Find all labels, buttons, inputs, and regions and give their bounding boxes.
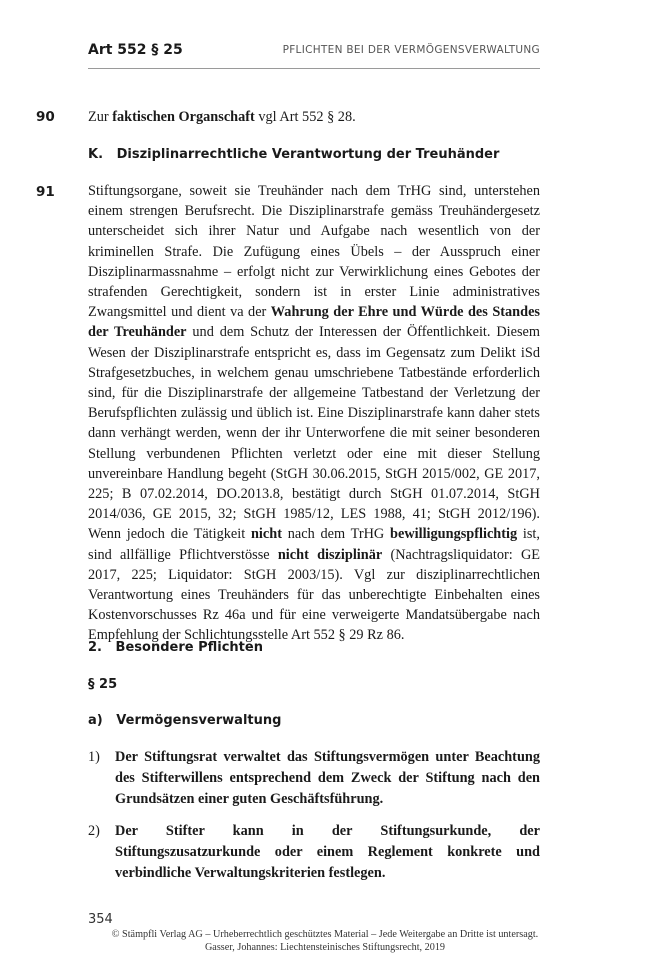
statute-item-text: Der Stifter kann in der Stiftungsurkunde, der Stiftungszusatzurkunde oder einem Reglement konkrete und verbindliche Verwaltungskriterien festlegen. xyxy=(115,823,540,881)
p91-text-1: Stiftungsorgane, soweit sie Treuhänder nach dem TrHG sind, unterstehen einem strengen Berufsrecht. Die Disziplinarstrafe gemäss Treuhändergesetz unterscheidet sich ihrer Natur und Aufgabe nach wesentlich von der kriminellen Strafe. Die Zufügung eines Übels – der Ausspruch einer Disziplinarmassnahme – erfolgt nicht zur Verwirklichung eines Gebotes der strafenden Gerechtigkeit, sondern ist in erster Linie administratives Zwangsmittel und dient va der xyxy=(88,183,540,321)
running-header-section: PFLICHTEN BEI DER VERMÖGENSVERWALTUNG xyxy=(282,44,540,56)
running-header-article: Art 552 § 25 xyxy=(88,42,183,58)
p91-bold-3: bewilligungspflichtig xyxy=(390,526,518,543)
margin-number-90: 90 xyxy=(36,109,55,125)
p91-bold-1: Wahrung der Ehre und Würde des Standes der Treuhänder xyxy=(88,304,540,341)
header-rule xyxy=(88,68,540,69)
p91-bold-4: nicht disziplinär xyxy=(277,546,383,563)
p90-bold: faktischen Organschaft xyxy=(112,109,255,125)
p91-bold-2: nicht xyxy=(250,526,282,543)
statute-item-2 xyxy=(88,821,540,884)
paragraph-91 xyxy=(88,181,540,646)
p90-text: Zur xyxy=(88,109,113,125)
copyright-footer: © Stämpfli Verlag AG – Urheberrechtlich geschütztes Material – Jede Weitergabe an Dritte ist untersagt. xyxy=(111,929,539,940)
statute-item-number: 2) xyxy=(88,823,100,839)
heading-paragraph-25: § 25 xyxy=(88,677,118,692)
margin-number-91: 91 xyxy=(36,184,55,200)
statute-item-number: 1) xyxy=(88,749,100,765)
statute-item-1 xyxy=(88,747,540,810)
heading-vermoegensverwaltung: a) Vermögensverwaltung xyxy=(88,713,282,728)
heading-k: K. Disziplinarrechtliche Verantwortung der Treuhänder xyxy=(88,147,500,162)
p91-text-4: ist, sind allfällige Pflichtverstösse xyxy=(88,526,540,563)
heading-besondere-pflichten: 2. Besondere Pflichten xyxy=(88,640,263,655)
paragraph-90 xyxy=(88,107,540,127)
statute-item-text: Der Stiftungsrat verwaltet das Stiftungsvermögen unter Beachtung des Stifterwillens entsprechend dem Zweck der Stiftung nach den Grundsätzen einer guten Geschäftsführung. xyxy=(115,749,540,807)
p91-text-3: nach dem TrHG xyxy=(281,526,391,543)
p91-text-2: und dem Schutz der Interessen der Öffentlichkeit. Diesem Wesen der Disziplinarstrafe entspricht es, dass im Gegensatz zum Delikt iSd Strafgesetzbuches, in welchem genau umschriebene Tatbestände erforderlich sind, für die Disziplinarstrafe der allgemeine Tatbestand der Verletzung der Berufspflichten zulässig und üblich ist. Eine Disziplinarstrafe kann daher stets dann verhängt werden, wenn der ihr Unterworfene die mit seiner besonderen Stellung verbundenen Pflichten verletzt oder eine mit dieser Stellung unvereinbare Handlung begeht (StGH 30.06.2015, StGH 2015/002, GE 2017, 225; B 07.02.2014, DO.2013.8, bestätigt durch StGH 01.07.2014, StGH 2014/036, GE 2015, 32; StGH 1985/12, LES 1988, 41; StGH 2012/196). Wenn jedoch die Tätigkeit xyxy=(88,324,540,543)
p91-text-5: (Nachtragsliquidator: GE 2017, 225; Liquidator: StGH 2003/15). Vgl zur disziplinarrechtlichen Verantwortung eines Treuhänders für das unberechtigte Einbehalten eines Kostenvorschusses Rz 46a und für eine verweigerte Mandatsübergabe nach Empfehlung der Schlichtungsstelle Art 552 § 29 Rz 86. xyxy=(88,546,541,644)
p90-text-end: vgl Art 552 § 28. xyxy=(254,109,356,125)
citation-footer: Gasser, Johannes: Liechtensteinisches Stiftungsrecht, 2019 xyxy=(204,942,446,953)
page-number: 354 xyxy=(88,912,113,927)
